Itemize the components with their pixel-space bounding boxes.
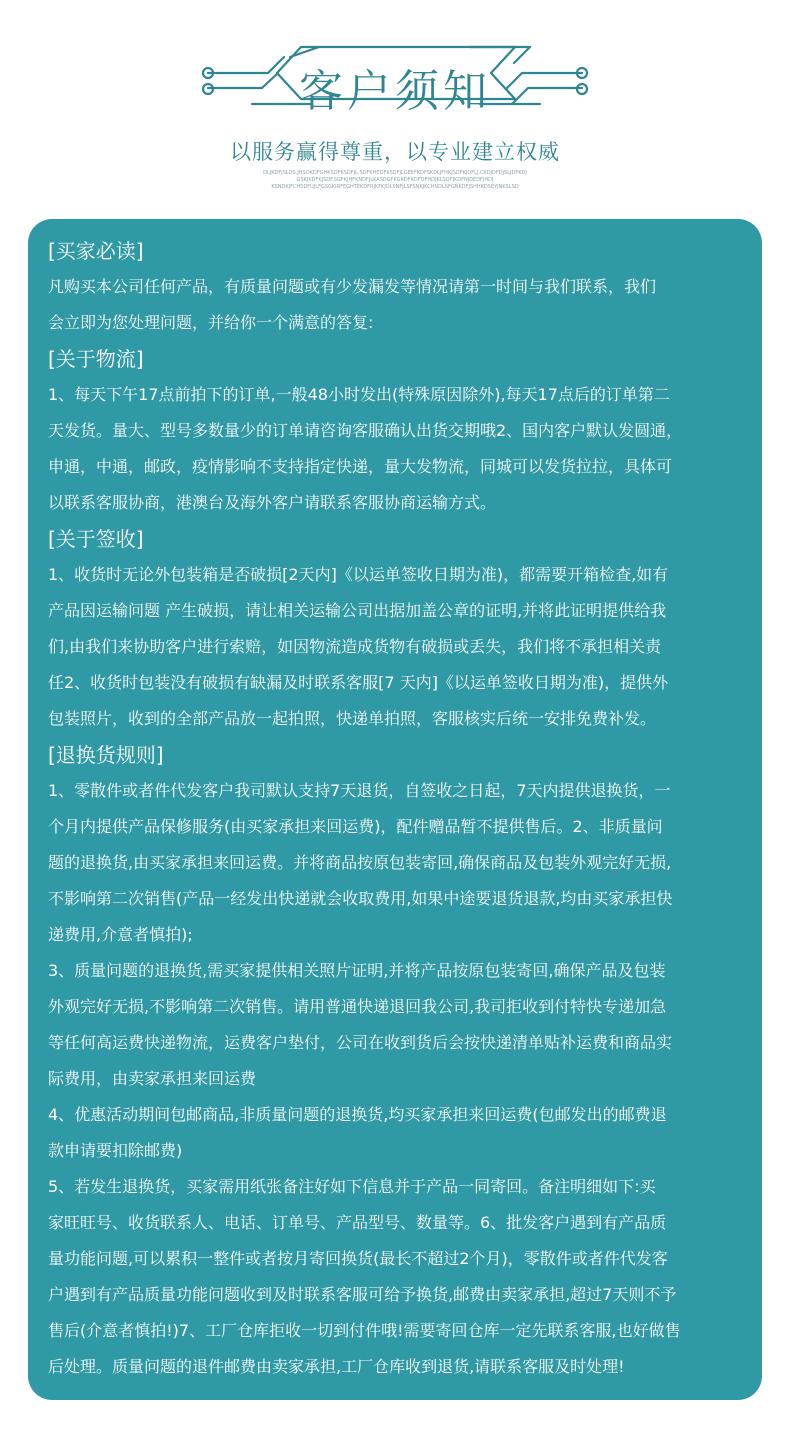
logistics-line: 申通，中通，邮政，疫情影响不支持指定快递，量大发物流，同城可以发货拉拉，具体可	[48, 457, 673, 476]
section-title-logistics: [关于物流]	[48, 347, 144, 371]
return-rules-line: 3、质量问题的退换货,需买家提供相关照片证明,并将产品按原包装寄回,确保产品及包装	[48, 961, 666, 980]
receipt-line: 们,由我们来协助客户进行索赔，如因物流造成货物有破损或丢失，我们将不承担相关责	[48, 637, 662, 656]
receipt-line: 1、收货时无论外包装箱是否破损[2天内]《以运单签收日期为准)，都需要开箱检查,如有	[48, 565, 669, 584]
header	[0, 0, 790, 215]
return-rules-line: 售后(介意者慎拍!)7、工厂仓库拒收一切到付件哦!需要寄回仓库一定先联系客服,也好做售	[48, 1321, 681, 1340]
return-rules-line: 不影响第二次销售(产品一经发出快递就会收取费用,如果中途要退货退款,均由买家承担快	[48, 889, 673, 908]
return-rules-line: 4、优惠活动期间包邮商品,非质量问题的退换货,均买家承担来回运费(包邮发出的邮费退	[48, 1105, 667, 1124]
buyer-must-read-line: 凡购买本公司任何产品，有质量问题或有少发漏发等情况请第一时间与我们联系，我们	[48, 277, 657, 296]
receipt-line: 任2、收货时包装没有破损有缺漏及时联系客服[7 天内]《以运单签收日期为准)，提供外	[48, 673, 669, 692]
return-rules-line: 递费用,介意者慎拍);	[48, 925, 193, 944]
return-rules-line: 个月内提供产品保修服务(由买家承担来回运费)，配件赠品暂不提供售后。2、非质量问	[48, 817, 663, 836]
return-rules-line: 家旺旺号、收货联系人、电话、订单号、产品型号、数量等。6、批发客户遇到有产品质	[48, 1213, 667, 1232]
return-rules-line: 后处理。质量问题的退件邮费由卖家承担,工厂仓库收到退货,请联系客服及时处理!	[48, 1357, 625, 1376]
buyer-must-read-line: 会立即为您处理问题，并给你一个满意的答复:	[48, 313, 374, 332]
logistics-line: 以联系客服协商，港澳台及海外客户请联系客服协商运输方式。	[48, 493, 497, 512]
section-title-receipt: [关于签收]	[48, 527, 144, 551]
logistics-line: 1、每天下午17点前拍下的订单,一般48小时发出(特殊原因除外),每天17点后的订单第二	[48, 385, 670, 404]
return-rules-line: 1、零散件或者件代发客户我司默认支持7天退货，自签收之日起，7天内提供退换货，一	[48, 781, 671, 800]
return-rules-line: 户遇到有产品质量功能问题收到及时联系客服可给予换货,邮费由卖家承担,超过7天则不予	[48, 1285, 677, 1304]
section-title-return-rules: [退换货规则]	[48, 743, 164, 767]
return-rules-line: 等任何高运费快递物流，运费客户垫付，公司在收到货后会按快递清单贴补运费和商品实	[48, 1033, 673, 1052]
fine-print-line-2: GSKJKDFKJSDF.SGFKJHFKNDFJLKASDGFKGKDFKDFDFHDJKLSOFJKDFNJDEDFJHDJ	[296, 177, 494, 183]
return-rules-line: 量功能问题,可以累积一整件或者按月寄回换货(最长不超过2个月)，零散件或者件代发客	[48, 1249, 668, 1268]
receipt-line: 产品因运输问题 产生破损，请让相关运输公司出据加盖公章的证明,并将此证明提供给我	[48, 601, 667, 620]
page-title: 客户须知	[299, 66, 491, 117]
receipt-line: 包装照片，收到的全部产品放一起拍照，快递单拍照，客服核实后统一安排免费补发。	[48, 709, 657, 728]
return-rules-line: 外观完好无损,不影响第二次销售。请用普通快递退回我公司,我司拒收到付特快专递加急	[48, 997, 667, 1016]
fine-print-line-3: KSNDKJFCHSDFUJLFGSGKIRFEGHTEKDFRJKFKJDLSNFJLSFSNKJKCHNDLSFGNKDFJSHHKDSEYJNKSLSD	[271, 184, 519, 190]
return-rules-line: 际费用，由卖家承担来回运费	[48, 1069, 257, 1088]
page-subtitle: 以服务赢得尊重，以专业建立权威	[230, 140, 560, 164]
logistics-line: 天发货。量大、型号多数量少的订单请咨询客服确认出货交期哦2、国内客户默认发圆通，	[48, 421, 683, 440]
return-rules-line: 款申请要扣除邮费)	[48, 1141, 183, 1160]
notice-panel	[28, 219, 762, 1400]
section-title-buyer-must-read: [买家必读]	[48, 239, 144, 263]
return-rules-line: 题的退换货,由买家承担来回运费。并将商品按原包装寄回,确保商品及包装外观完好无损,	[48, 853, 672, 872]
fine-print-line-1: DLJKDFJSLDS.JHSOKDFGHKSDFKSDFJL.SDFKHEDFKSDFJLGEEFKDFSKDLJFHKJSDFKJDFLJ.CKDJDFDJSLJDFKDJ	[263, 170, 527, 176]
return-rules-line: 5、若发生退换货，买家需用纸张备注好如下信息并于产品一同寄回。备注明细如下:买	[48, 1177, 656, 1196]
